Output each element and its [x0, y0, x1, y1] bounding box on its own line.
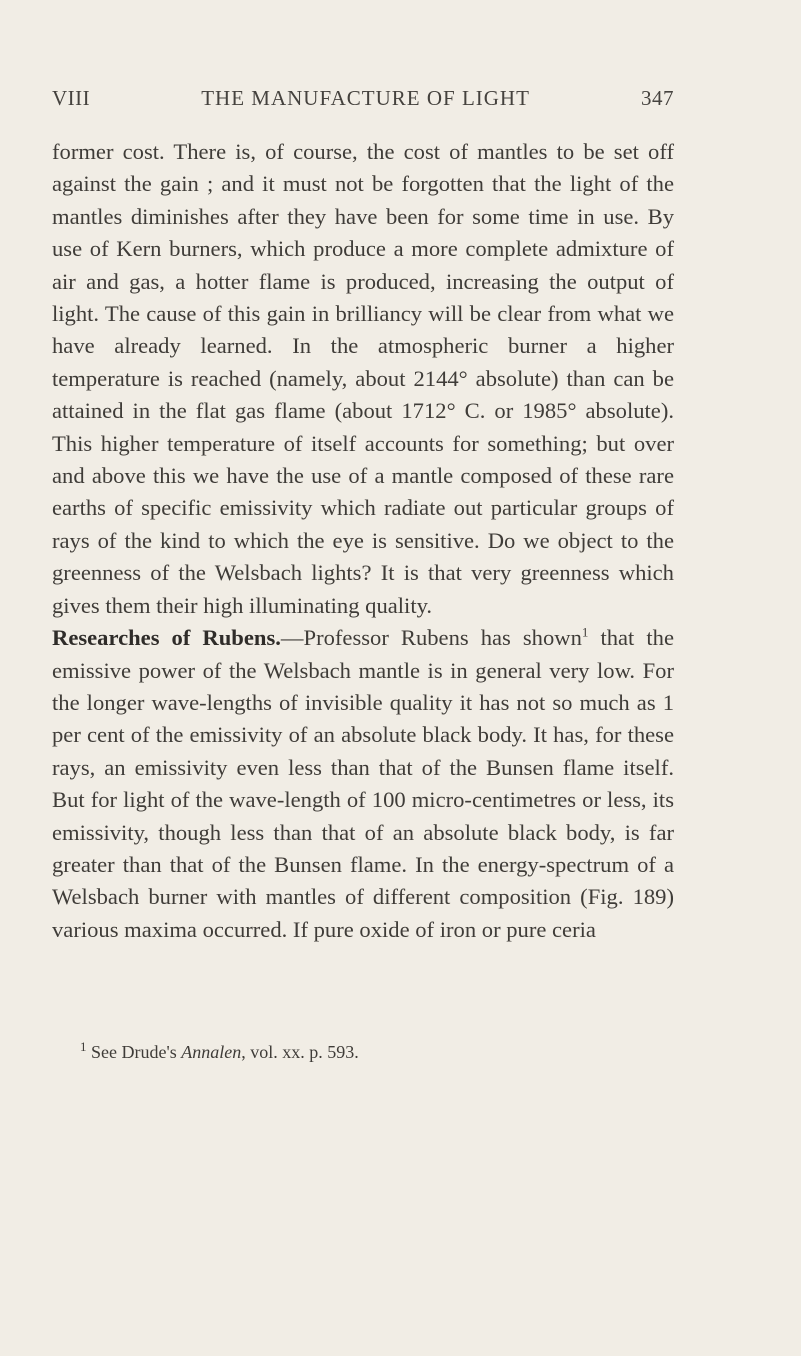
footnote-reference[interactable]: 1: [581, 624, 589, 640]
page-number: 347: [641, 86, 674, 110]
text-line: hotter flame is produced, increasing the output of light.: [52, 268, 675, 327]
text-line: temperature of itself accounts for something; but over: [167, 430, 674, 456]
running-header: [52, 86, 674, 111]
text-line: —Professor Rubens has shown: [280, 625, 582, 651]
text-line: and above this we have the use of a mantle composed of: [52, 463, 579, 489]
text-line: high illuminating quality.: [203, 592, 433, 618]
text-line: that the light of the mantles diminishes after they have: [52, 171, 674, 229]
text-line: or less, its emissivity, though less than that of an absolute: [52, 787, 674, 845]
text-line: that the emissive power of the Welsbach mantle is in: [52, 625, 674, 683]
paragraph: [52, 622, 674, 946]
text-line: The cause of this gain in brilliancy will be clear from: [104, 301, 592, 327]
text-line: In the energy-spectrum of a Welsbach burner with: [52, 851, 674, 910]
text-line: black body, is far greater than that of the Bunsen flame.: [52, 819, 675, 877]
text-line: maxima occurred. If pure oxide of iron or pure ceria: [124, 916, 596, 942]
footnote-marker: 1: [80, 1039, 87, 1054]
text-line: these rare earths of specific emissivity which radiate out: [52, 463, 674, 521]
text-line: 2144° absolute) than can be attained in the flat gas: [52, 365, 675, 424]
text-line: mantles of different composition (Fig. 189) various: [52, 884, 674, 942]
text-line: been for some time in use. By use of Kern burners, which: [52, 203, 674, 262]
body-text: [52, 136, 674, 946]
text-line: be set off against the gain ; and it must not be forgotten: [52, 139, 674, 197]
text-line: lights? It is that very greenness which gives them their: [52, 560, 674, 618]
text-line: But for light of the wave-length of 100 micro-centimetres: [52, 787, 577, 813]
text-line: of an absolute black body. It has, for these rays, an: [52, 722, 674, 780]
text-line: former cost. There is, of course, the cost of mantles to: [52, 139, 575, 164]
footnote-suffix: , vol. xx. p. 593.: [241, 1042, 359, 1062]
chapter-number: VIII: [52, 86, 91, 110]
text-line: what we have already learned. In the atmospheric: [52, 301, 674, 359]
footnote: [52, 1040, 674, 1064]
text-line: particular groups of rays of the kind to which the eye is: [52, 495, 674, 553]
footnote-journal: Annalen: [181, 1042, 242, 1062]
section-heading: Researches of Rubens.: [52, 625, 281, 651]
text-line: general very low. For the longer wave-lengths of invisible: [52, 657, 674, 715]
text-line: produce a more complete admixture of air and gas, a: [52, 236, 674, 294]
running-title: THE MANUFACTURE OF LIGHT: [201, 86, 530, 110]
text-line: quality it has not so much as 1 per cent of the emissivity: [52, 689, 674, 748]
footnote-prefix: See Drude's: [86, 1042, 182, 1062]
text-line: emissivity even less than that of the Bunsen flame itself.: [134, 754, 674, 780]
text-line: flame (about 1712° C. or 1985° absolute). This higher: [52, 398, 674, 456]
paragraph: [52, 136, 674, 622]
text-line: burner a higher temperature is reached (namely, about: [52, 333, 675, 391]
text-line: sensitive. Do we object to the greenness of the Welsbach: [52, 527, 674, 586]
